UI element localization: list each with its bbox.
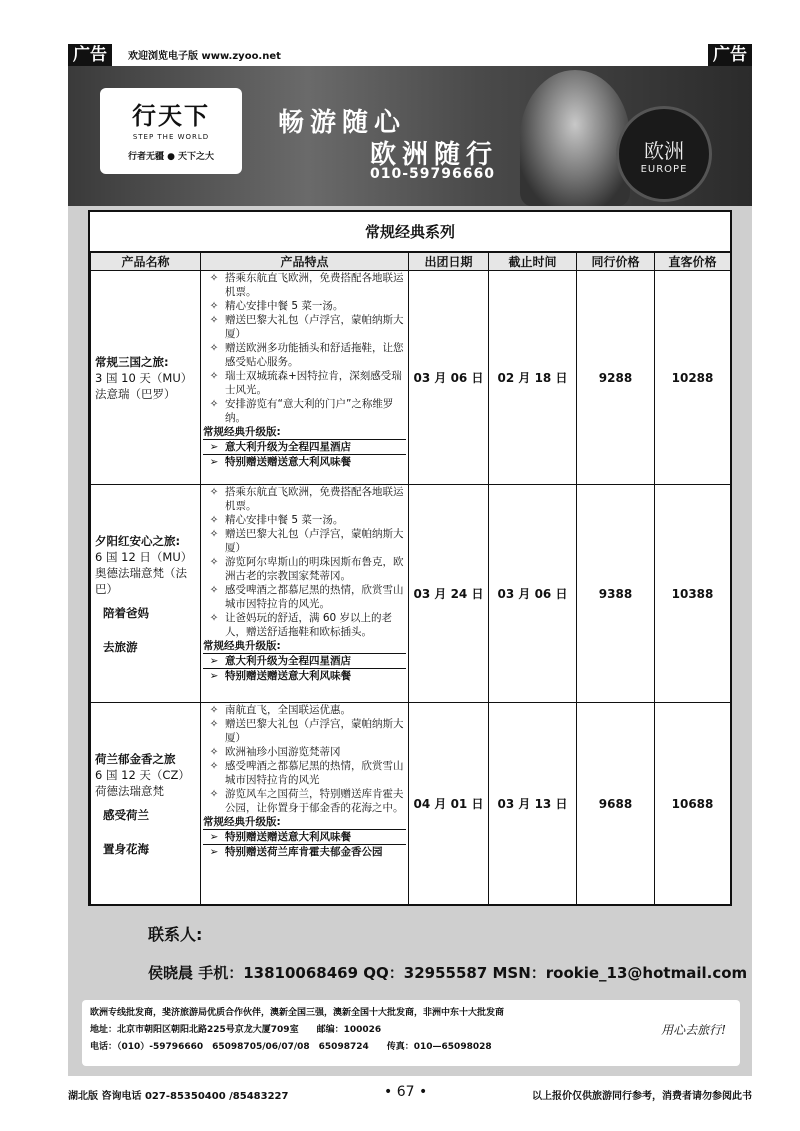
arrow-bullet-icon: ➢	[209, 655, 219, 667]
retail-price-cell: 10688	[655, 703, 731, 905]
feature-text: 搭乘东航直飞欧洲，免费搭配各地联运机票。	[225, 486, 404, 512]
contact-label: 联系人:	[148, 925, 203, 944]
logo-en: STEP THE WORLD	[132, 133, 210, 141]
trade-price-cell: 9288	[577, 271, 655, 485]
diamond-bullet-icon: ✧	[209, 612, 219, 624]
diamond-bullet-icon: ✧	[209, 398, 219, 410]
upgrade-item	[203, 668, 406, 683]
feature-text: 感受啤酒之都慕尼黑的热情，欣赏雪山城市因特拉肯的风光	[225, 760, 404, 786]
product-duration: 6 国 12 天（CZ）	[95, 767, 190, 782]
upgrade-text: 特别赠送荷兰库肯霍夫郁金香公园	[225, 846, 383, 858]
feature-text: 赠送巴黎大礼包（卢浮宫，蒙帕纳斯大厦）	[225, 528, 404, 554]
feature-item	[203, 611, 406, 639]
feature-item	[203, 555, 406, 583]
upgrade-item	[203, 439, 406, 454]
depart-date-cell: 04 月 01 日	[409, 703, 489, 905]
product-features-cell	[201, 703, 409, 905]
product-countries: 法意瑞（巴罗）	[95, 386, 176, 401]
product-countries: 奥德法瑞意梵（法巴）	[95, 565, 187, 596]
seal-en: EUROPE	[640, 164, 688, 175]
feature-item	[203, 397, 406, 425]
table-row	[91, 271, 731, 485]
trade-price-cell: 9688	[577, 703, 655, 905]
feature-item	[203, 271, 406, 299]
deadline-cell: 02 月 18 日	[489, 271, 577, 485]
page-number: • 67 •	[384, 1084, 428, 1100]
company-info-box	[82, 1000, 740, 1066]
feature-text: 让爸妈玩的舒适，满 60 岁以上的老人，赠送舒适拖鞋和欧标插头。	[225, 612, 393, 638]
feature-text: 欧洲袖珍小国游览梵蒂冈	[225, 746, 341, 758]
feature-item	[203, 583, 406, 611]
feature-text: 安排游览有“意大利的门户”之称维罗纳。	[225, 398, 394, 424]
col-header-depart: 出团日期	[409, 253, 489, 271]
col-header-features: 产品特点	[201, 253, 409, 271]
col-header-trade-price: 同行价格	[577, 253, 655, 271]
diamond-bullet-icon: ✧	[209, 300, 219, 312]
upgrade-title: 常规经典升级版:	[203, 640, 281, 652]
depart-date-cell: 03 月 06 日	[409, 271, 489, 485]
product-name-cell	[91, 485, 201, 703]
footer-edition-phone: 湖北版 咨询电话 027-85350400 /85483227	[68, 1091, 289, 1102]
contact-details: 侯晓晨 手机：13810068469 QQ：32955587 MSN：rookie_13@hotmail.com	[148, 964, 748, 982]
depart-date-cell: 03 月 24 日	[409, 485, 489, 703]
diamond-bullet-icon: ✧	[209, 514, 219, 526]
diamond-bullet-icon: ✧	[209, 704, 219, 716]
feature-item	[203, 313, 406, 341]
company-address: 地址：北京市朝阳区朝阳北路225号京龙大厦709室 邮编：100026	[90, 1025, 382, 1035]
diamond-bullet-icon: ✧	[209, 314, 219, 326]
upgrade-item	[203, 653, 406, 668]
product-tag-1: 陪着爸妈	[103, 605, 149, 620]
upgrade-title: 常规经典升级版:	[203, 816, 281, 828]
company-phone: 电话：（010）-59796660 65098705/06/07/08 65098724 传真：010—65098028	[90, 1042, 492, 1052]
feature-item	[203, 485, 406, 513]
warrior-image	[520, 70, 630, 206]
feature-item	[203, 759, 406, 787]
brand-logo	[100, 88, 242, 174]
arrow-bullet-icon: ➢	[209, 441, 219, 453]
feature-text: 游览阿尔卑斯山的明珠因斯布鲁克，欧洲古老的宗教国家梵蒂冈。	[225, 556, 404, 582]
product-duration: 6 国 12 日（MU）	[95, 549, 193, 564]
diamond-bullet-icon: ✧	[209, 788, 219, 800]
banner	[68, 66, 752, 206]
feature-item	[203, 703, 406, 717]
arrow-bullet-icon: ➢	[209, 846, 219, 858]
table-row	[91, 485, 731, 703]
product-duration: 3 国 10 天（MU）	[95, 370, 193, 385]
contact-section	[148, 922, 202, 945]
diamond-bullet-icon: ✧	[209, 370, 219, 382]
arrow-bullet-icon: ➢	[209, 831, 219, 843]
arrow-bullet-icon: ➢	[209, 670, 219, 682]
product-countries: 荷德法瑞意梵	[95, 783, 164, 798]
diamond-bullet-icon: ✧	[209, 342, 219, 354]
feature-text: 感受啤酒之都慕尼黑的热情，欣赏雪山城市因特拉肯的风光。	[225, 584, 404, 610]
banner-slogan-2: 欧洲随行	[370, 140, 499, 170]
product-name-title: 荷兰郁金香之旅	[95, 751, 176, 766]
deadline-cell: 03 月 13 日	[489, 703, 577, 905]
diamond-bullet-icon: ✧	[209, 556, 219, 568]
footer-disclaimer: 以上报价仅供旅游同行参考，消费者请勿参阅此书	[532, 1091, 752, 1102]
product-features-cell	[201, 271, 409, 485]
feature-item	[203, 341, 406, 369]
feature-item	[203, 745, 406, 759]
seal-cn: 欧洲	[644, 139, 684, 163]
upgrade-text: 意大利升级为全程四星酒店	[225, 441, 351, 453]
feature-text: 搭乘东航直飞欧洲，免费搭配各地联运机票。	[225, 272, 404, 298]
product-tag-1: 感受荷兰	[103, 807, 149, 822]
product-features-cell	[201, 485, 409, 703]
feature-item	[203, 717, 406, 745]
banner-slogan-1: 畅游随心	[278, 108, 407, 138]
col-header-retail-price: 直客价格	[655, 253, 731, 271]
feature-text: 瑞士双城琉森+因特拉肯，深刻感受瑞士风光。	[225, 370, 402, 396]
diamond-bullet-icon: ✧	[209, 528, 219, 540]
feature-item	[203, 299, 406, 313]
trade-price-cell: 9388	[577, 485, 655, 703]
diamond-bullet-icon: ✧	[209, 486, 219, 498]
page-footer	[68, 1084, 752, 1104]
ad-label-right: 广告	[708, 44, 752, 66]
product-name-title: 常规三国之旅:	[95, 354, 169, 369]
diamond-bullet-icon: ✧	[209, 746, 219, 758]
upgrade-title: 常规经典升级版:	[203, 426, 281, 438]
diamond-bullet-icon: ✧	[209, 760, 219, 772]
feature-text: 赠送巴黎大礼包（卢浮宫，蒙帕纳斯大厦）	[225, 718, 404, 744]
retail-price-cell: 10288	[655, 271, 731, 485]
feature-text: 精心安排中餐 5 菜一汤。	[225, 514, 344, 526]
upgrade-item	[203, 844, 406, 859]
feature-item	[203, 513, 406, 527]
col-header-deadline: 截止时间	[489, 253, 577, 271]
col-header-name: 产品名称	[91, 253, 201, 271]
diamond-bullet-icon: ✧	[209, 584, 219, 596]
product-name-title: 夕阳红安心之旅:	[95, 533, 181, 548]
upgrade-text: 特别赠送赠送意大利风味餐	[225, 456, 351, 468]
retail-price-cell: 10388	[655, 485, 731, 703]
feature-text: 精心安排中餐 5 菜一汤。	[225, 300, 344, 312]
product-name-cell	[91, 703, 201, 905]
signature-slogan: 用心去旅行!	[661, 1023, 726, 1037]
top-bar	[68, 44, 752, 66]
feature-item	[203, 369, 406, 397]
feature-text: 赠送欧洲多功能插头和舒适拖鞋，让您感受贴心服务。	[225, 342, 404, 368]
product-name-cell	[91, 271, 201, 485]
logo-main: 行天下	[132, 101, 210, 130]
product-tag-2: 去旅游	[103, 639, 138, 654]
feature-item	[203, 787, 406, 815]
upgrade-text: 特别赠送赠送意大利风味餐	[225, 670, 351, 682]
banner-phone: 010-59796660	[370, 166, 495, 182]
ad-label-left: 广告	[68, 44, 112, 66]
table-header-row	[91, 253, 731, 271]
feature-text: 赠送巴黎大礼包（卢浮宫，蒙帕纳斯大厦）	[225, 314, 404, 340]
table-row	[91, 703, 731, 905]
upgrade-text: 意大利升级为全程四星酒店	[225, 655, 351, 667]
content-area	[68, 206, 752, 1076]
product-tag-2: 置身花海	[103, 841, 149, 856]
europe-seal	[616, 106, 712, 202]
logo-slogan: 行者无疆 ● 天下之大	[127, 152, 215, 162]
deadline-cell: 03 月 06 日	[489, 485, 577, 703]
tour-table	[88, 210, 732, 906]
upgrade-item	[203, 829, 406, 844]
feature-item	[203, 527, 406, 555]
feature-text: 南航直飞，全国联运优惠。	[225, 704, 351, 716]
diamond-bullet-icon: ✧	[209, 718, 219, 730]
table-body	[91, 271, 731, 905]
upgrade-item	[203, 454, 406, 469]
welcome-text[interactable]: 欢迎浏览电子版 www.zyoo.net	[128, 51, 281, 62]
table-title: 常规经典系列	[90, 212, 730, 252]
upgrade-text: 特别赠送赠送意大利风味餐	[225, 831, 351, 843]
diamond-bullet-icon: ✧	[209, 272, 219, 284]
feature-text: 游览风车之国荷兰，特别赠送库肯霍夫公园，让你置身于郁金香的花海之中。	[225, 788, 404, 814]
arrow-bullet-icon: ➢	[209, 456, 219, 468]
company-info-line-1: 欧洲专线批发商，斐济旅游局优质合作伙伴，澳新全国三强，澳新全国十大批发商，非洲中东十大批发商	[90, 1008, 505, 1018]
